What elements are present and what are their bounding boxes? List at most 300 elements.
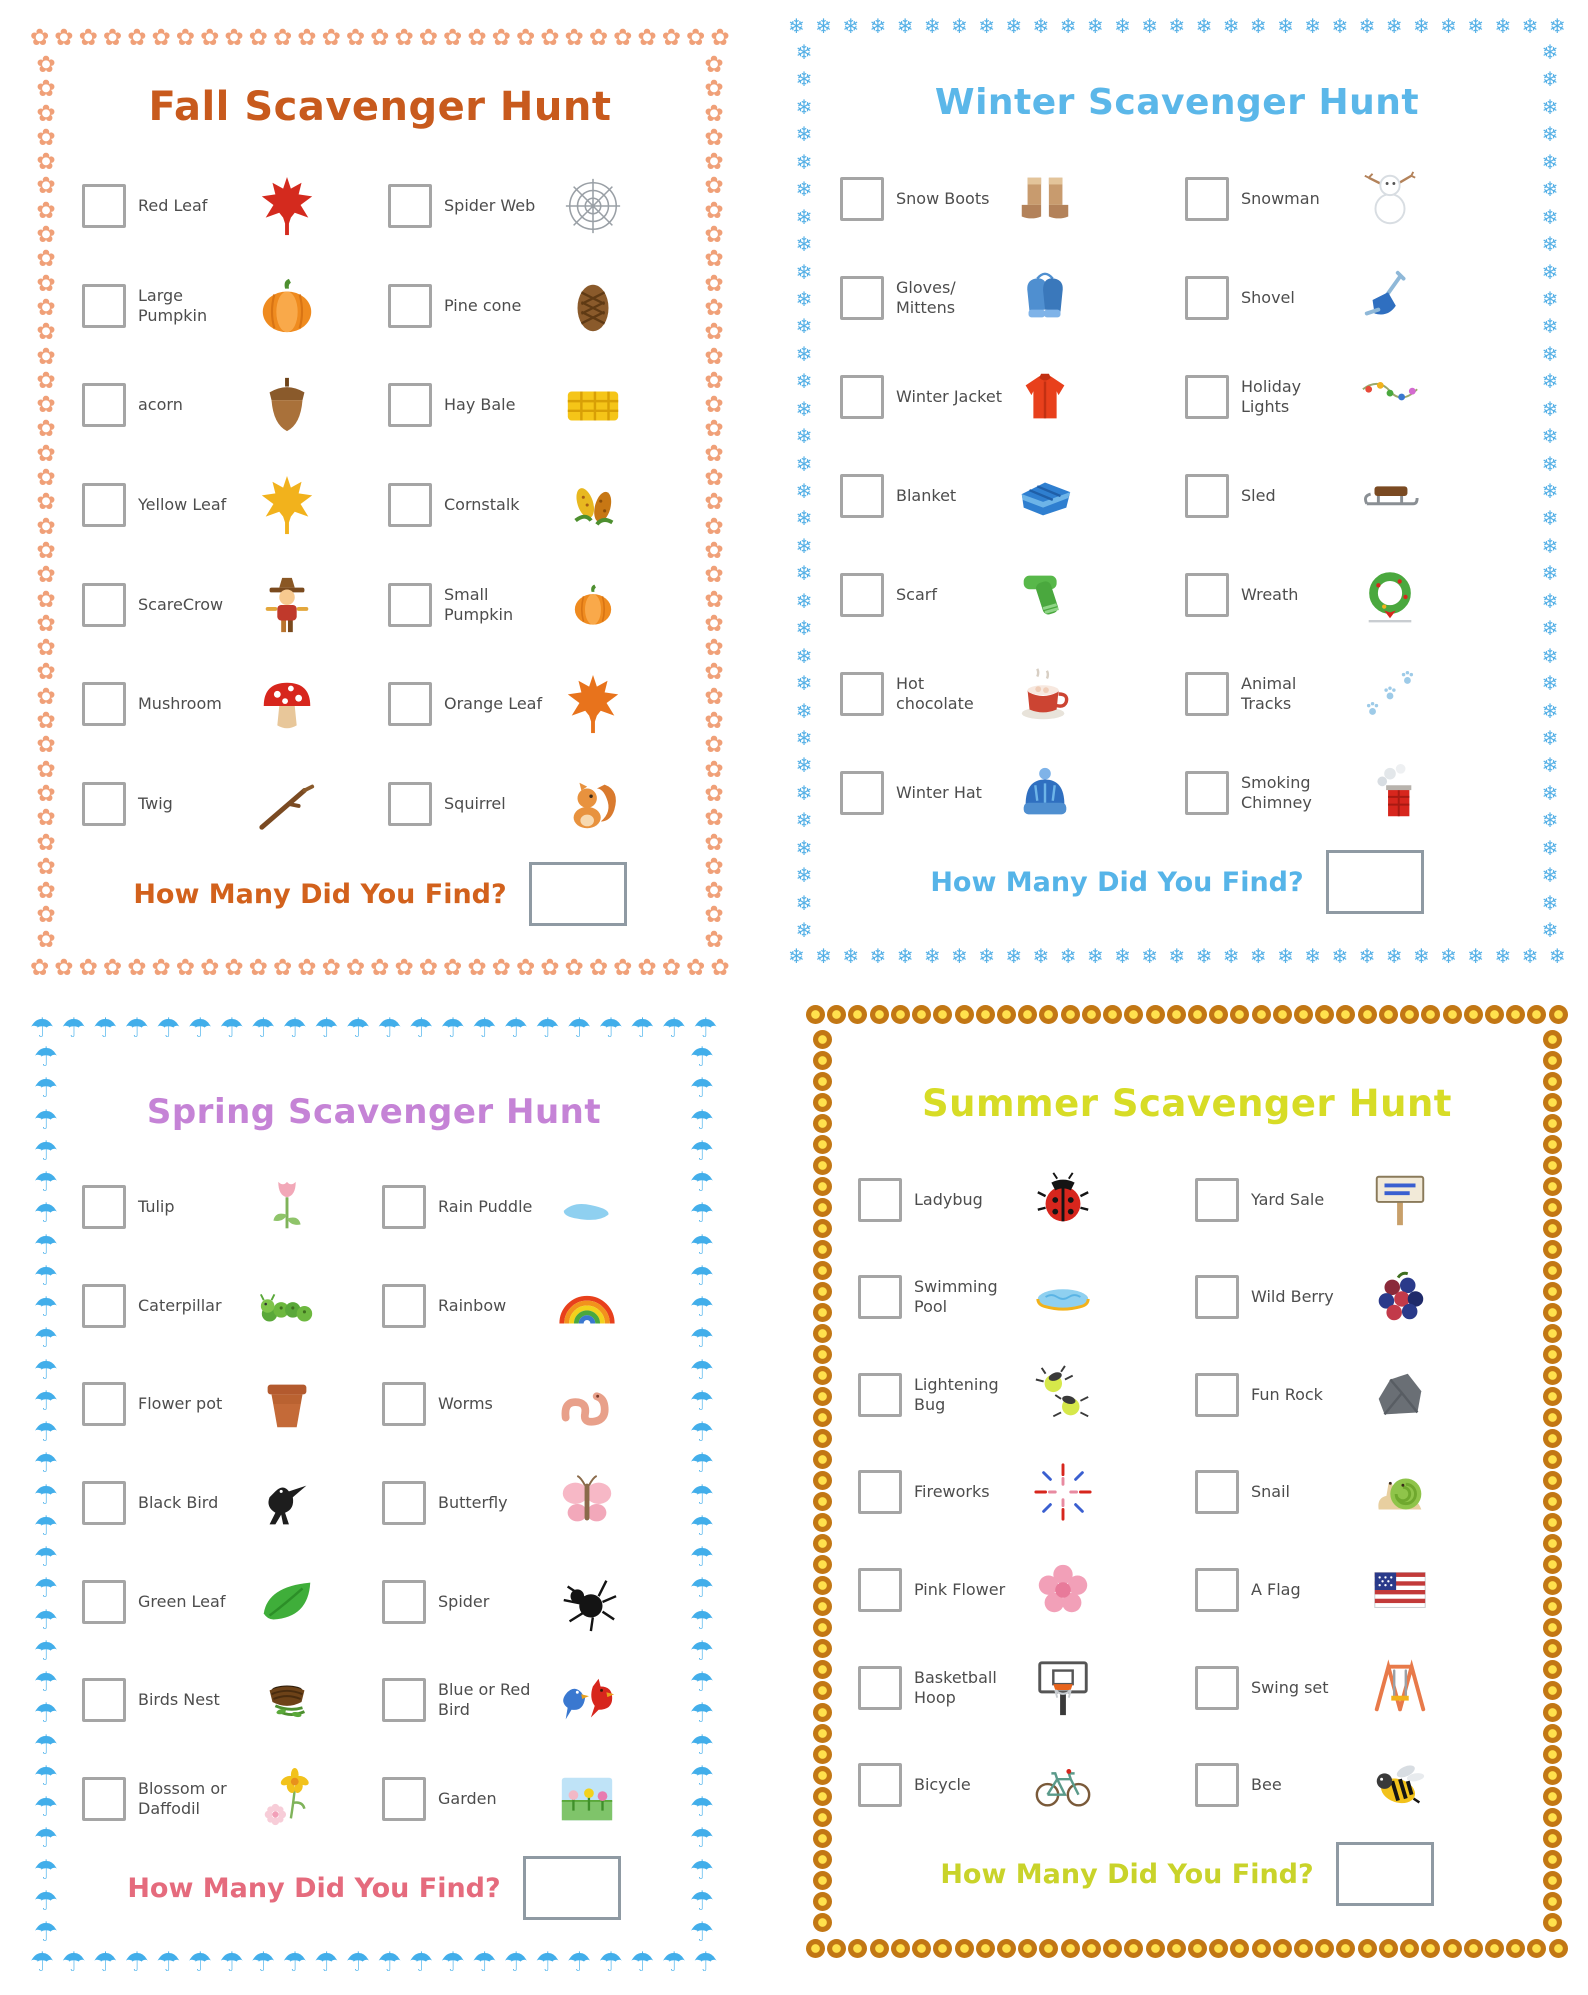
spring-answer-box[interactable] <box>523 1856 621 1920</box>
pumpkin-border-icon: ✿ <box>704 197 724 224</box>
sunflower-border-icon <box>1543 1892 1562 1911</box>
item-label: Snail <box>1251 1482 1290 1502</box>
pumpkin-border-icon: ✿ <box>54 954 74 981</box>
spring-checkbox-tulip[interactable] <box>82 1185 126 1229</box>
summer-checkbox-basketball-hoop[interactable] <box>858 1666 902 1710</box>
umbrella-border-icon: ☂ <box>689 1229 715 1261</box>
umbrella-border-icon: ☂ <box>440 1946 465 1978</box>
umbrella-border-icon: ☂ <box>251 1946 276 1978</box>
ladybug-icon <box>1032 1169 1094 1231</box>
sunflower-border-icon <box>813 1555 832 1574</box>
item-label: Blue or Red Bird <box>438 1680 531 1720</box>
pumpkin-border-icon: ✿ <box>467 24 487 51</box>
winter-footer <box>820 850 1534 914</box>
winter-answer-box[interactable] <box>1326 850 1424 914</box>
umbrella-border-icon: ☂ <box>187 1012 213 1044</box>
fall-item-spider-web <box>388 164 678 248</box>
sunflower-border-icon <box>813 1871 832 1890</box>
sunflower-border-icon <box>1230 1939 1249 1958</box>
pumpkin-border-icon: ✿ <box>345 954 366 981</box>
pumpkin-border-icon: ✿ <box>36 270 56 297</box>
snowflake-border-icon: ❄ <box>788 944 805 968</box>
pumpkin-border-icon: ✿ <box>272 954 293 981</box>
winter-checkbox-holiday-lights[interactable] <box>1185 375 1229 419</box>
swing-set-icon <box>1369 1657 1431 1719</box>
pumpkin-border-icon: ✿ <box>36 902 56 929</box>
sunflower-border-icon <box>813 1177 832 1196</box>
sunflower-border-icon <box>813 1366 832 1385</box>
sunflower-border-icon <box>1543 1156 1562 1175</box>
hot-chocolate-icon <box>1014 663 1076 725</box>
pumpkin-border-icon: ✿ <box>36 319 56 346</box>
umbrella-border-icon: ☂ <box>689 1323 715 1355</box>
snowflake-border-icon: ❄ <box>896 14 914 38</box>
snowflake-border-icon: ❄ <box>795 671 813 696</box>
spring-checkbox-rainbow[interactable] <box>382 1284 426 1328</box>
sunflower-border-icon <box>1543 1576 1562 1595</box>
sunflower-border-icon <box>955 1939 974 1958</box>
winter-checkbox-snowman[interactable] <box>1185 177 1229 221</box>
blossom-daffodil-icon <box>256 1768 318 1830</box>
winter-checkbox-wreath[interactable] <box>1185 573 1229 617</box>
fall-checkbox-small-pumpkin[interactable] <box>388 583 432 627</box>
spring-item-black-bird <box>82 1461 366 1545</box>
fall-answer-box[interactable] <box>529 862 627 926</box>
spring-checkbox-blue-or-red-bird[interactable] <box>382 1678 426 1722</box>
summer-checkbox-ladybug[interactable] <box>858 1178 902 1222</box>
sunflower-border-icon <box>813 1114 832 1133</box>
sunflower-border-icon <box>813 1597 832 1616</box>
snowflake-border-icon: ❄ <box>795 369 813 394</box>
snowflake-border-icon: ❄ <box>1114 14 1131 38</box>
sunflower-border-icon <box>1543 1219 1562 1238</box>
pumpkin-border-icon: ✿ <box>661 954 681 981</box>
pumpkin-border-icon: ✿ <box>175 954 196 981</box>
umbrella-border-icon: ☂ <box>689 1604 715 1636</box>
pumpkin-border-icon: ✿ <box>36 829 56 856</box>
pumpkin-border-icon: ✿ <box>564 24 584 51</box>
summer-item-bee <box>1195 1743 1516 1827</box>
sunflower-border-icon <box>1549 1939 1568 1958</box>
spring-checkbox-garden[interactable] <box>382 1777 426 1821</box>
snowflake-border-icon: ❄ <box>1059 14 1077 38</box>
pumpkin-border-icon: ✿ <box>588 24 609 51</box>
sunflower-border-icon <box>1252 1005 1271 1024</box>
pumpkin-border-icon: ✿ <box>704 270 724 297</box>
sunflower-border-icon <box>870 1005 889 1024</box>
fall-checkbox-hay-bale[interactable] <box>388 383 432 427</box>
spring-checkbox-flower-pot[interactable] <box>82 1382 126 1426</box>
summer-checkbox-snail[interactable] <box>1195 1470 1239 1514</box>
pumpkin-border-icon: ✿ <box>704 562 724 589</box>
summer-checkbox-swimming-pool[interactable] <box>858 1275 902 1319</box>
item-label: Rain Puddle <box>438 1197 533 1217</box>
sunflower-border-icon <box>1146 1939 1165 1958</box>
sunflower-border-icon <box>1146 1005 1165 1024</box>
winter-checkbox-hot-chocolate[interactable] <box>840 672 884 716</box>
snowflake-border-icon: ❄ <box>1541 369 1559 394</box>
summer-item-basketball-hoop <box>858 1646 1179 1730</box>
pumpkin-border-icon: ✿ <box>704 343 724 370</box>
umbrella-border-icon: ☂ <box>33 1917 59 1946</box>
umbrella-border-icon: ☂ <box>30 1946 55 1978</box>
sunflower-border-icon <box>1421 1005 1440 1024</box>
snowflake-border-icon: ❄ <box>795 725 813 750</box>
spring-footer <box>62 1856 686 1920</box>
sunflower-border-icon <box>1379 1005 1398 1024</box>
spring-border-left <box>30 1044 62 1946</box>
spring-checkbox-worms[interactable] <box>382 1382 426 1426</box>
pumpkin-border-icon: ✿ <box>36 489 56 516</box>
sunflower-border-icon <box>813 1303 832 1322</box>
sunflower-border-icon <box>813 1808 832 1827</box>
item-label: Sled <box>1241 485 1276 505</box>
summer-checkbox-lightening-bug[interactable] <box>858 1373 902 1417</box>
snowflake-border-icon: ❄ <box>1541 149 1559 174</box>
item-label: Green Leaf <box>138 1591 226 1611</box>
pumpkin-border-icon: ✿ <box>36 294 56 321</box>
pumpkin-border-icon: ✿ <box>704 586 724 613</box>
pumpkin-border-icon: ✿ <box>36 853 56 880</box>
snowflake-border-icon: ❄ <box>1521 944 1539 968</box>
fall-item-squirrel <box>388 762 678 846</box>
spring-checkbox-green-leaf[interactable] <box>82 1580 126 1624</box>
pumpkin-border-icon: ✿ <box>443 24 463 51</box>
pumpkin-border-icon: ✿ <box>491 24 511 51</box>
yellow-leaf-icon <box>256 474 318 536</box>
snowflake-border-icon: ❄ <box>815 14 832 38</box>
snowflake-border-icon: ❄ <box>1541 835 1559 860</box>
snowflake-border-icon: ❄ <box>1541 863 1559 888</box>
blue-red-bird-icon <box>556 1669 618 1731</box>
pumpkin-border-icon: ✿ <box>36 465 56 492</box>
fall-item-yellow-leaf <box>82 463 372 547</box>
sunflower-border-icon <box>813 1345 832 1364</box>
summer-answer-box[interactable] <box>1336 1842 1434 1906</box>
pumpkin-border-icon: ✿ <box>418 954 439 981</box>
winter-card <box>788 10 1566 972</box>
winter-checkbox-winter-hat[interactable] <box>840 771 884 815</box>
summer-checkbox-yard-sale[interactable] <box>1195 1178 1239 1222</box>
fall-question: How Many Did You Find? <box>133 878 507 910</box>
fall-border-right <box>698 54 730 952</box>
sunflower-border-icon <box>1543 1450 1562 1469</box>
sunflower-border-icon <box>1103 1939 1122 1958</box>
fall-card <box>30 22 730 984</box>
snowflake-border-icon: ❄ <box>869 944 887 968</box>
pumpkin-border-icon: ✿ <box>394 24 414 51</box>
snowflake-border-icon: ❄ <box>1440 14 1457 38</box>
pumpkin-border-icon: ✿ <box>710 954 730 981</box>
umbrella-border-icon: ☂ <box>598 1946 623 1978</box>
summer-border-bottom <box>806 1932 1568 1964</box>
pumpkin-border-icon: ✿ <box>491 954 511 981</box>
summer-question: How Many Did You Find? <box>940 1858 1314 1890</box>
mushroom-icon <box>256 673 318 735</box>
snowflake-border-icon: ❄ <box>1548 14 1566 38</box>
pumpkin-border-icon: ✿ <box>588 954 609 981</box>
sunflower-border-icon <box>813 1240 832 1259</box>
umbrella-border-icon: ☂ <box>33 1229 59 1261</box>
pumpkin-border-icon: ✿ <box>36 635 56 662</box>
snowflake-border-icon: ❄ <box>795 451 813 476</box>
fall-checkbox-spider-web[interactable] <box>388 184 432 228</box>
item-label: Bicycle <box>914 1775 971 1795</box>
winter-checkbox-sled[interactable] <box>1185 474 1229 518</box>
item-label: Fireworks <box>914 1482 990 1502</box>
umbrella-border-icon: ☂ <box>472 1946 497 1978</box>
spring-item-flower-pot <box>82 1362 366 1446</box>
pumpkin-border-icon: ✿ <box>704 853 724 880</box>
pumpkin-border-icon: ✿ <box>704 902 724 929</box>
spring-checkbox-spider[interactable] <box>382 1580 426 1624</box>
summer-checkbox-bee[interactable] <box>1195 1763 1239 1807</box>
fall-checkbox-orange-leaf[interactable] <box>388 682 432 726</box>
umbrella-border-icon: ☂ <box>689 1354 715 1386</box>
pumpkin-border-icon: ✿ <box>36 732 56 759</box>
snowflake-border-icon: ❄ <box>1541 671 1559 696</box>
spring-checkbox-black-bird[interactable] <box>82 1481 126 1525</box>
winter-card-inner <box>820 42 1534 940</box>
umbrella-border-icon: ☂ <box>33 1792 59 1823</box>
garden-icon <box>556 1768 618 1830</box>
pumpkin-border-icon: ✿ <box>704 392 724 419</box>
snowflake-border-icon: ❄ <box>795 479 813 503</box>
summer-title: Summer Scavenger Hunt <box>922 1082 1452 1125</box>
pumpkin-border-icon: ✿ <box>704 805 724 832</box>
pumpkin-border-icon: ✿ <box>443 954 463 981</box>
sunflower-border-icon <box>827 1005 846 1024</box>
winter-border-top <box>788 10 1566 42</box>
pumpkin-border-icon: ✿ <box>36 392 56 419</box>
snowflake-border-icon: ❄ <box>795 341 813 366</box>
swimming-pool-icon <box>1032 1266 1094 1328</box>
holiday-lights-icon <box>1359 366 1421 428</box>
sunflower-border-icon <box>1543 1303 1562 1322</box>
spring-item-rain-puddle <box>382 1165 666 1249</box>
sunflower-border-icon <box>1543 1766 1562 1785</box>
pumpkin-border-icon: ✿ <box>36 416 56 443</box>
fall-item-hay-bale <box>388 363 678 447</box>
snowflake-border-icon: ❄ <box>896 944 914 968</box>
sunflower-border-icon <box>1543 1282 1562 1301</box>
pumpkin-border-icon: ✿ <box>686 954 706 981</box>
fall-checkbox-red-leaf[interactable] <box>82 184 126 228</box>
summer-checkbox-wild-berry[interactable] <box>1195 1275 1239 1319</box>
spring-column-1 <box>82 1158 366 1848</box>
umbrella-border-icon: ☂ <box>33 1135 59 1167</box>
snowflake-border-icon: ❄ <box>1331 944 1349 968</box>
winter-checkbox-gloves-mittens[interactable] <box>840 276 884 320</box>
item-label: Squirrel <box>444 794 506 814</box>
item-label: Flower pot <box>138 1394 223 1414</box>
snowflake-border-icon: ❄ <box>1541 94 1559 119</box>
spring-item-green-leaf <box>82 1560 366 1644</box>
winter-checkbox-smoking-chimney[interactable] <box>1185 771 1229 815</box>
sunflower-border-icon <box>813 1282 832 1301</box>
summer-item-swing-set <box>1195 1646 1516 1730</box>
snowflake-border-icon: ❄ <box>1467 944 1485 968</box>
sunflower-border-icon <box>912 1939 931 1958</box>
umbrella-border-icon: ☂ <box>93 1946 118 1978</box>
winter-checkbox-animal-tracks[interactable] <box>1185 672 1229 716</box>
sunflower-border-icon <box>1273 1939 1292 1958</box>
spring-checkbox-caterpillar[interactable] <box>82 1284 126 1328</box>
winter-checkbox-blanket[interactable] <box>840 474 884 518</box>
snowflake-border-icon: ❄ <box>1541 753 1559 778</box>
umbrella-border-icon: ☂ <box>33 1854 59 1886</box>
sunflower-border-icon <box>1061 1005 1080 1024</box>
spring-checkbox-blossom-or-daffodil[interactable] <box>82 1777 126 1821</box>
sunflower-border-icon <box>813 1850 832 1869</box>
sunflower-border-icon <box>813 1703 832 1722</box>
pumpkin-border-icon: ✿ <box>36 76 56 103</box>
summer-checkbox-a-flag[interactable] <box>1195 1568 1239 1612</box>
pumpkin-border-icon: ✿ <box>36 537 56 564</box>
fall-checkbox-squirrel[interactable] <box>388 782 432 826</box>
sunflower-border-icon <box>813 1787 832 1806</box>
summer-checkbox-fireworks[interactable] <box>858 1470 902 1514</box>
spring-checkbox-rain-puddle[interactable] <box>382 1185 426 1229</box>
winter-jacket-icon <box>1014 366 1076 428</box>
sunflower-border-icon <box>1543 1198 1562 1217</box>
sunflower-border-icon <box>933 1939 952 1958</box>
sunflower-border-icon <box>813 1030 832 1049</box>
fall-checkbox-twig[interactable] <box>82 782 126 826</box>
sunflower-border-icon <box>1543 1093 1562 1112</box>
umbrella-border-icon: ☂ <box>33 1542 59 1573</box>
snow-boots-icon <box>1014 168 1076 230</box>
summer-checkbox-bicycle[interactable] <box>858 1763 902 1807</box>
pumpkin-border-icon: ✿ <box>36 222 56 249</box>
summer-checkbox-pink-flower[interactable] <box>858 1568 902 1612</box>
spring-item-garden <box>382 1757 666 1841</box>
winter-item-winter-hat <box>840 751 1169 835</box>
snowflake-border-icon: ❄ <box>1548 944 1566 968</box>
fall-item-red-leaf <box>82 164 372 248</box>
umbrella-border-icon: ☂ <box>33 1354 59 1386</box>
sunflower-border-icon <box>1188 1939 1207 1958</box>
snowflake-border-icon: ❄ <box>1494 14 1512 38</box>
snowflake-border-icon: ❄ <box>795 506 813 531</box>
sunflower-border-icon <box>848 1939 867 1958</box>
snowflake-border-icon: ❄ <box>1195 944 1213 968</box>
sunflower-border-icon <box>813 1408 832 1427</box>
winter-item-blanket <box>840 454 1169 538</box>
winter-border-bottom <box>788 940 1566 972</box>
sunflower-border-icon <box>813 1829 832 1848</box>
fall-checkbox-pine-cone[interactable] <box>388 284 432 328</box>
winter-checkbox-shovel[interactable] <box>1185 276 1229 320</box>
birds-nest-icon <box>256 1669 318 1731</box>
yard-sale-icon <box>1369 1169 1431 1231</box>
winter-checkbox-snow-boots[interactable] <box>840 177 884 221</box>
sunflower-border-icon <box>1527 1939 1546 1958</box>
snowflake-border-icon: ❄ <box>1467 14 1485 38</box>
fall-checkbox-large-pumpkin[interactable] <box>82 284 126 328</box>
sunflower-border-icon <box>1167 1005 1186 1024</box>
umbrella-border-icon: ☂ <box>689 1260 715 1292</box>
sunflower-border-icon <box>1543 1492 1562 1511</box>
snowflake-border-icon: ❄ <box>1249 944 1267 968</box>
snowflake-border-icon: ❄ <box>1168 944 1186 968</box>
sunflower-border-icon <box>1543 1681 1562 1700</box>
fall-checkbox-acorn[interactable] <box>82 383 126 427</box>
sunflower-border-icon <box>1124 1005 1143 1024</box>
item-label: Wild Berry <box>1251 1287 1334 1307</box>
snowflake-border-icon: ❄ <box>795 698 813 723</box>
winter-item-hot-chocolate <box>840 652 1169 736</box>
summer-border-left <box>806 1030 838 1932</box>
snowflake-border-icon: ❄ <box>1541 506 1559 531</box>
winter-checkbox-scarf[interactable] <box>840 573 884 617</box>
snowflake-border-icon: ❄ <box>795 259 813 284</box>
fall-checkbox-yellow-leaf[interactable] <box>82 483 126 527</box>
snowflake-border-icon: ❄ <box>1005 14 1023 38</box>
umbrella-border-icon: ☂ <box>689 1104 715 1136</box>
umbrella-border-icon: ☂ <box>689 1292 715 1323</box>
umbrella-border-icon: ☂ <box>689 1760 715 1792</box>
pumpkin-border-icon: ✿ <box>704 610 724 637</box>
bicycle-icon <box>1032 1754 1094 1816</box>
pumpkin-border-icon: ✿ <box>345 24 366 51</box>
fall-column-2 <box>388 156 678 854</box>
summer-column-2 <box>1195 1151 1516 1834</box>
umbrella-border-icon: ☂ <box>33 1823 59 1855</box>
summer-border-top <box>806 998 1568 1030</box>
red-leaf-icon <box>256 175 318 237</box>
umbrella-border-icon: ☂ <box>156 1012 181 1044</box>
pumpkin-border-icon: ✿ <box>704 780 724 807</box>
flower-pot-icon <box>256 1373 318 1435</box>
pumpkin-border-icon: ✿ <box>36 54 56 78</box>
pumpkin-border-icon: ✿ <box>321 954 341 981</box>
snowflake-border-icon: ❄ <box>1541 616 1559 641</box>
umbrella-border-icon: ☂ <box>314 1946 339 1978</box>
spring-checkbox-butterfly[interactable] <box>382 1481 426 1525</box>
sunflower-border-icon <box>1252 1939 1271 1958</box>
fall-checkbox-cornstalk[interactable] <box>388 483 432 527</box>
pumpkin-border-icon: ✿ <box>36 343 56 370</box>
summer-checkbox-swing-set[interactable] <box>1195 1666 1239 1710</box>
sunflower-border-icon <box>813 1156 832 1175</box>
spring-checkbox-birds-nest[interactable] <box>82 1678 126 1722</box>
umbrella-border-icon: ☂ <box>33 1448 59 1480</box>
spring-items <box>62 1158 686 1848</box>
pumpkin-border-icon: ✿ <box>704 440 724 467</box>
snowflake-border-icon: ❄ <box>1541 314 1559 339</box>
umbrella-border-icon: ☂ <box>661 1946 687 1978</box>
snowflake-border-icon: ❄ <box>1541 533 1559 558</box>
umbrella-border-icon: ☂ <box>33 1635 59 1667</box>
snowflake-border-icon: ❄ <box>951 14 968 38</box>
snowflake-border-icon: ❄ <box>1195 14 1213 38</box>
pumpkin-border-icon: ✿ <box>704 173 724 200</box>
umbrella-border-icon: ☂ <box>630 1012 655 1044</box>
fall-checkbox-scarecrow[interactable] <box>82 583 126 627</box>
item-label: Black Bird <box>138 1492 219 1512</box>
summer-checkbox-fun-rock[interactable] <box>1195 1373 1239 1417</box>
spring-card-inner <box>62 1044 686 1946</box>
umbrella-border-icon: ☂ <box>33 1604 59 1636</box>
item-label: Swimming Pool <box>914 1277 998 1317</box>
fall-checkbox-mushroom[interactable] <box>82 682 126 726</box>
item-label: ScareCrow <box>138 594 224 614</box>
winter-checkbox-winter-jacket[interactable] <box>840 375 884 419</box>
snowman-icon <box>1359 168 1421 230</box>
item-label: Hot chocolate <box>896 673 974 713</box>
item-label: Gloves/ Mittens <box>896 277 956 317</box>
